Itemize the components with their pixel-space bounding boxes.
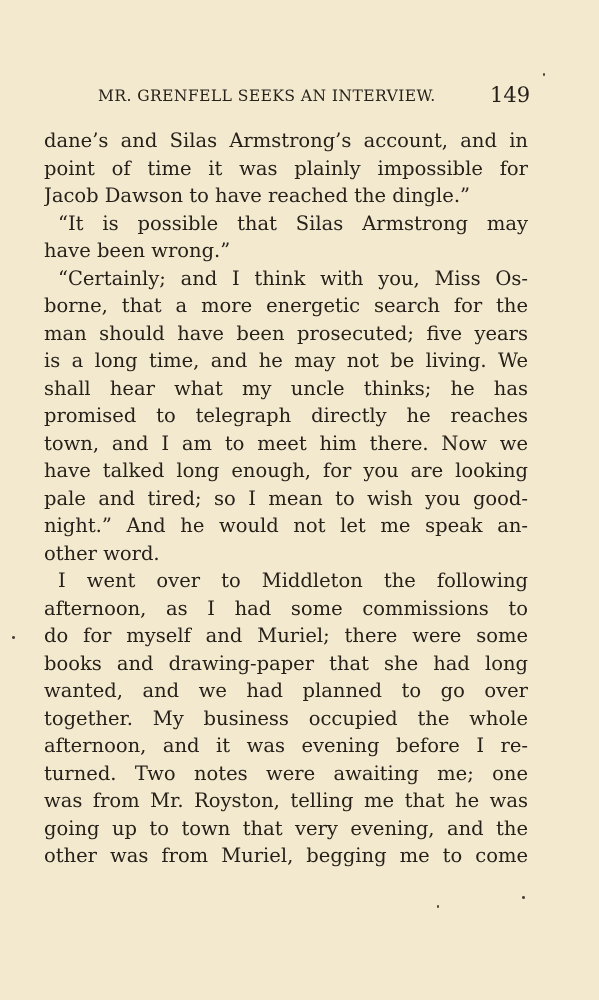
text-line: “It is possible that Silas Armstrong may — [58, 211, 528, 235]
page-number: 149 — [490, 83, 531, 107]
text-line: have talked long enough, for you are looking — [44, 459, 528, 482]
text-line: afternoon, and it was evening before I re- — [44, 734, 528, 757]
text-line: afternoon, as I had some commissions to — [44, 596, 528, 620]
paper-speck — [543, 73, 545, 76]
running-head: MR. GRENFELL SEEKS AN INTERVIEW. — [98, 87, 436, 105]
text-line: promised to telegraph directly he reaches — [44, 404, 528, 427]
text-line: town, and I am to meet him there. Now we — [44, 431, 528, 455]
text-line: other was from Muriel, begging me to come — [44, 844, 528, 867]
text-line: shall hear what my uncle thinks; he has — [44, 376, 528, 400]
text-line: do for myself and Muriel; there were some — [44, 624, 528, 647]
text-line: is a long time, and he may not be living. We — [44, 349, 528, 372]
text-line: wanted, and we had planned to go over — [44, 679, 528, 702]
text-line: going up to town that very evening, and the — [44, 816, 528, 840]
paper-speck — [12, 636, 15, 639]
paper-speck — [437, 905, 439, 908]
body-text — [44, 127, 528, 870]
text-line: turned. Two notes were awaiting me; one — [44, 761, 528, 785]
text-line: man should have been prosecuted; five years — [44, 321, 528, 345]
text-line: night.” And he would not let me speak an- — [44, 514, 528, 537]
text-line: point of time it was plainly impossible for — [44, 156, 528, 180]
text-line: I went over to Middleton the following — [58, 569, 528, 592]
text-line: other word. — [44, 541, 160, 565]
text-line: books and drawing-paper that she had long — [44, 651, 528, 675]
text-line: pale and tired; so I mean to wish you good- — [44, 486, 528, 510]
text-line: “Certainly; and I think with you, Miss Os- — [58, 266, 528, 290]
text-line: together. My business occupied the whole — [44, 706, 528, 730]
text-line: was from Mr. Royston, telling me that he was — [44, 789, 528, 812]
text-line: borne, that a more energetic search for the — [44, 294, 528, 317]
paper-speck — [522, 896, 525, 899]
text-line: have been wrong.” — [44, 239, 231, 262]
text-line: dane’s and Silas Armstrong’s account, and in — [44, 129, 528, 152]
text-line: Jacob Dawson to have reached the dingle.” — [44, 184, 470, 207]
